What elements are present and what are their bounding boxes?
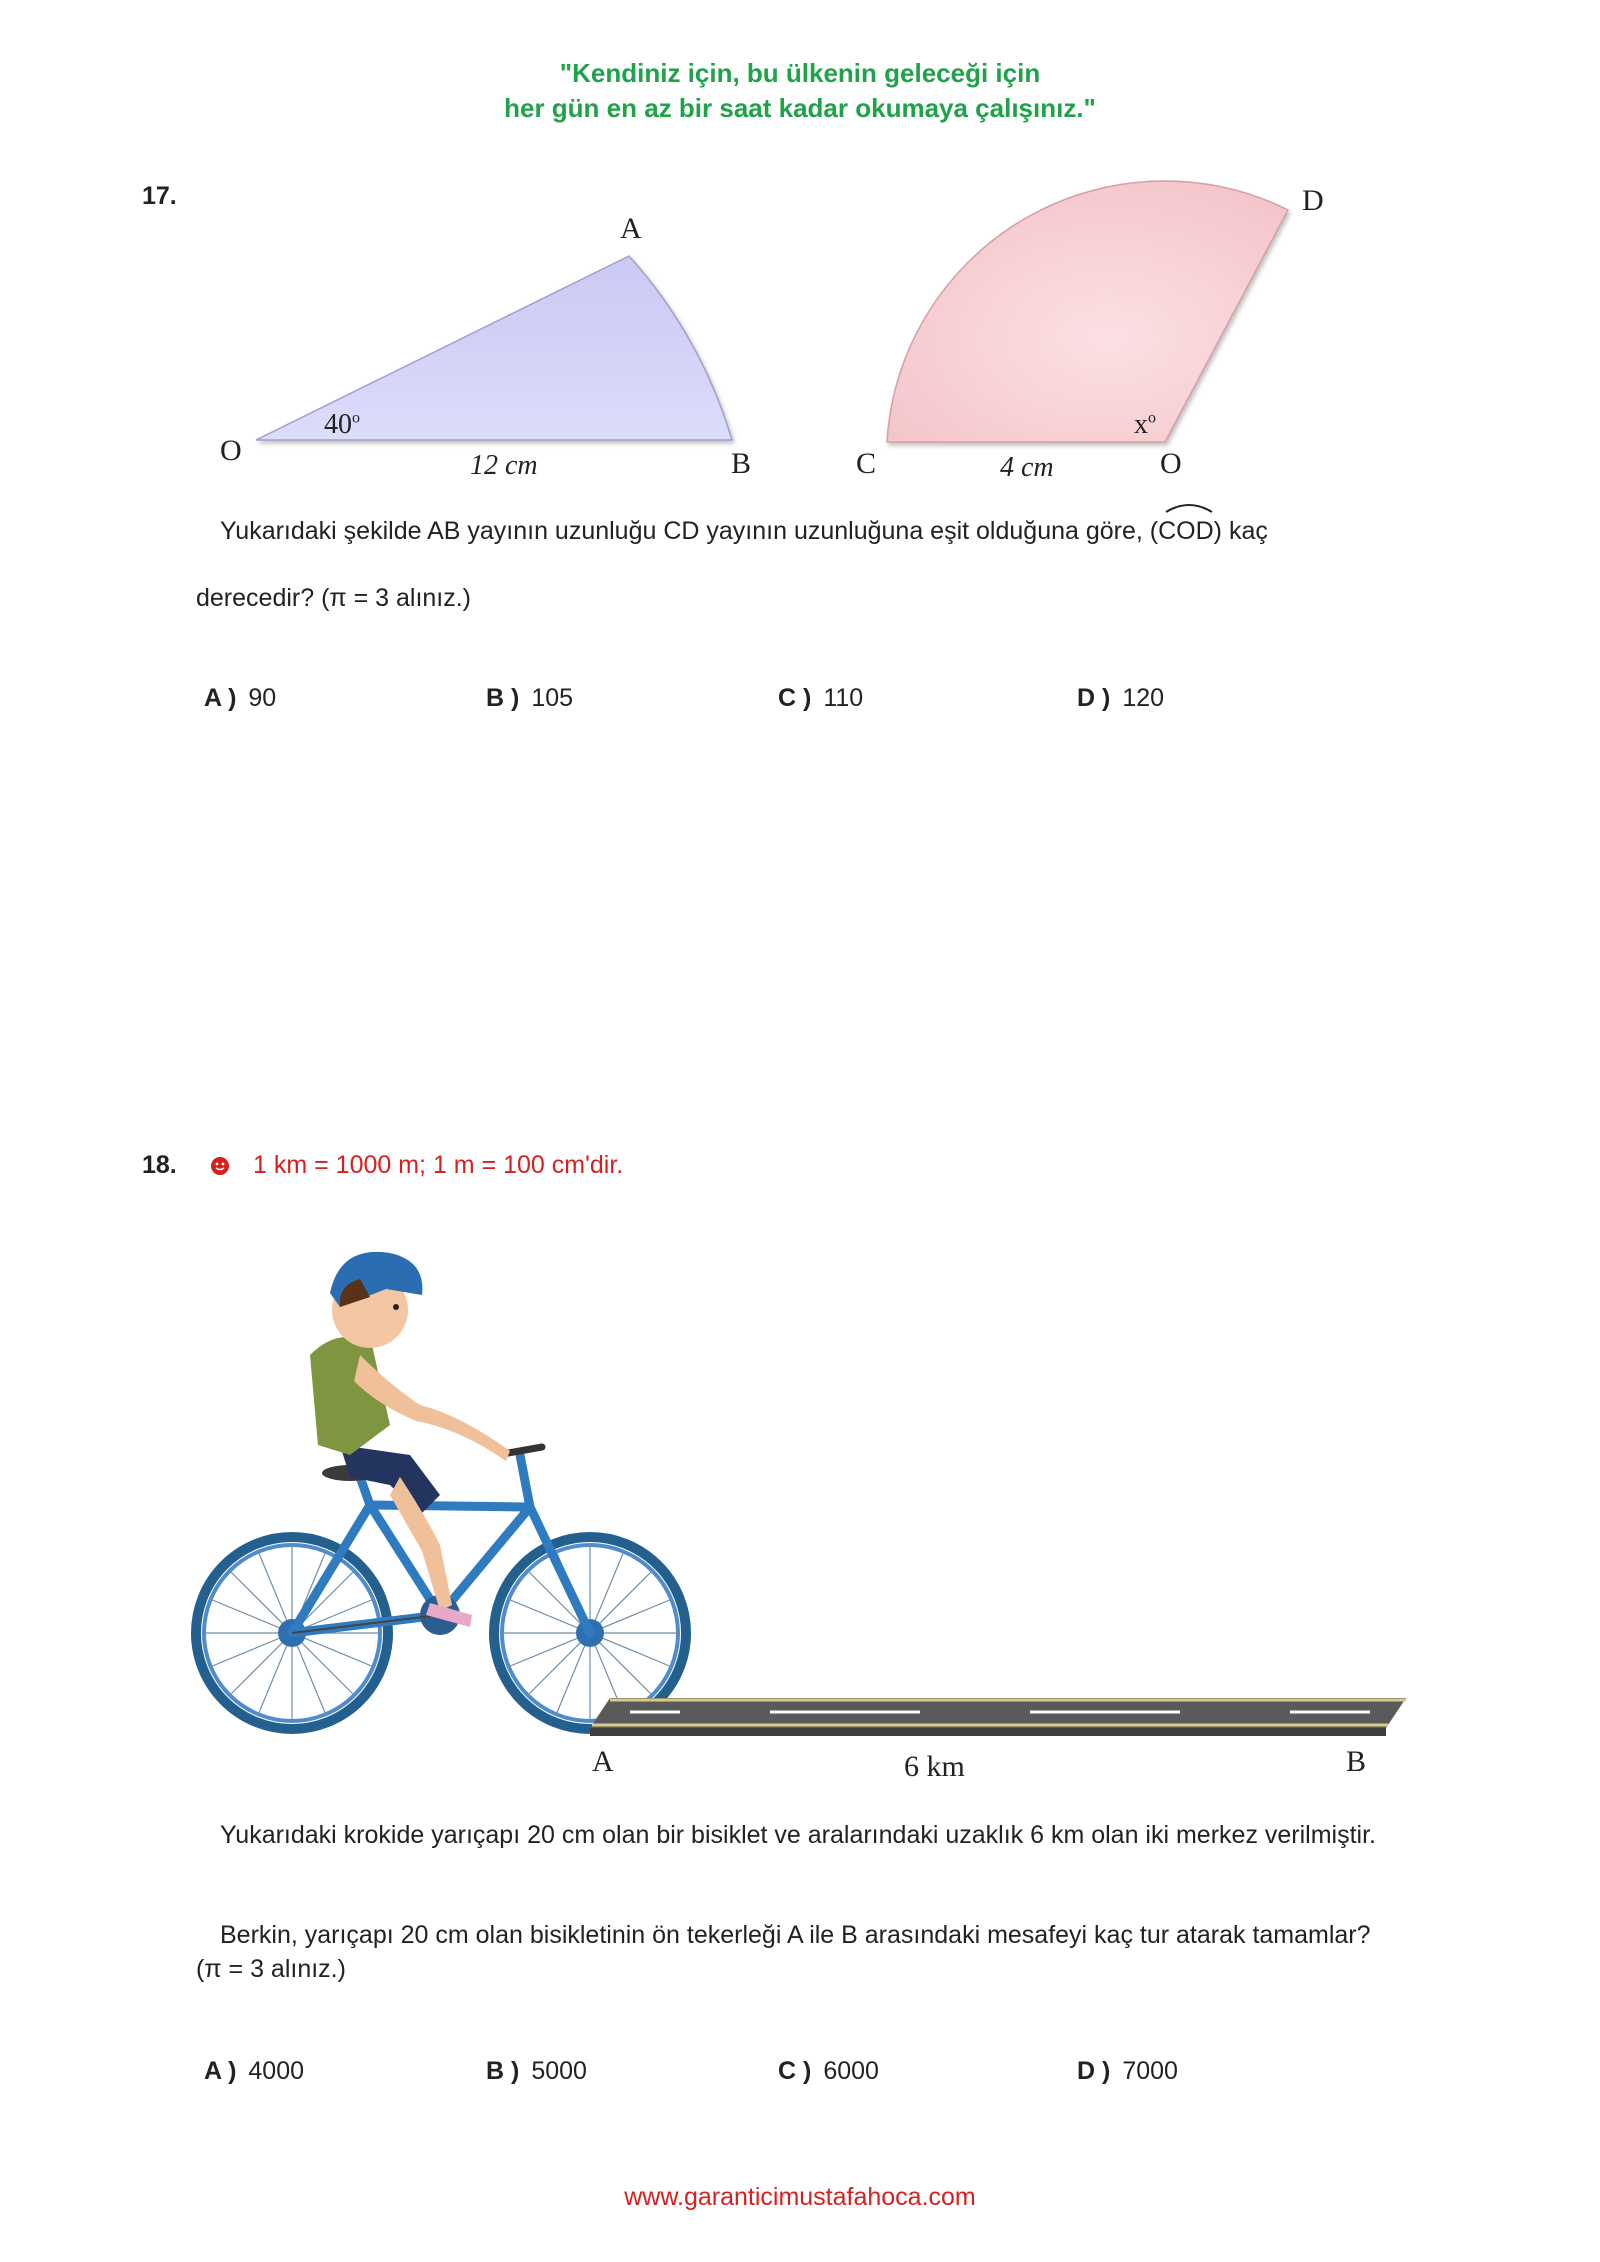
sector-cod-figure [870,180,1300,450]
label-a: A [620,212,642,245]
label-d: D [1302,184,1324,217]
conversion-note: 1 km = 1000 m; 1 m = 100 cm'dir. [253,1151,624,1179]
q17-option-d[interactable]: D ) 120 [1077,684,1165,712]
cyclist-illustration [190,1215,710,1735]
arc-cod-label: COD [1158,514,1214,548]
q18-option-c[interactable]: C ) 6000 [778,2057,879,2085]
question-18-paragraph1: Yukarıdaki krokide yarıçapı 20 cm olan bir bisiklet ve aralarındaki uzaklık 6 km olan iki merkez verilmiştir. [220,1821,1376,1849]
header-quote-line1: "Kendiniz için, bu ülkenin geleceği için [559,58,1041,88]
q18-option-d[interactable]: D ) 7000 [1077,2057,1178,2085]
angle-40-label: 40$^o$ [324,409,360,440]
question-17-number: 17. [142,182,177,210]
question-17-text-line1: Yukarıdaki şekilde AB yayının uzunluğu CD yayının uzunluğuna eşit olduğuna göre, ( COD) kaç [220,514,1268,548]
question-18-number: 18. [142,1151,177,1179]
distance-6km-label: 6 km [904,1750,965,1783]
label-c: C [856,447,877,480]
label-b: B [731,447,752,480]
footer-url-link[interactable]: www.garanticimustafahoca.com [624,2183,976,2211]
length-12cm-label: 12 cm [470,450,538,481]
q17-option-b[interactable]: B ) 105 [486,684,574,712]
header-quote-line2: her gün en az bir saat kadar okumaya çalışınız." [504,93,1096,123]
q18-option-a[interactable]: A ) 4000 [204,2057,305,2085]
smiley-icon [210,1156,230,1176]
q18-option-b[interactable]: B ) 5000 [486,2057,587,2085]
length-4cm-label: 4 cm [1000,452,1054,483]
label-o-2: O [1160,447,1182,480]
sector-aob-figure [240,230,760,470]
question-18-paragraph2: Berkin, yarıçapı 20 cm olan bisikletinin ön tekerleği A ile B arasındaki mesafeyi kaç tur atarak tamamlar? (π = 3 alınız.) [196,1921,1371,1983]
angle-x-label: $x^o$ [1134,409,1156,440]
q17-option-c[interactable]: C ) 110 [778,684,864,712]
question-17-text-line2: derecedir? (π = 3 alınız.) [196,584,472,612]
label-road-b: B [1346,1745,1367,1778]
q17-option-a[interactable]: A ) 90 [204,684,277,712]
label-o-1: O [220,434,242,467]
label-road-a: A [592,1745,614,1778]
sector-cod [887,181,1288,442]
road [590,1682,1406,1742]
arc-symbol-icon [1164,498,1214,514]
